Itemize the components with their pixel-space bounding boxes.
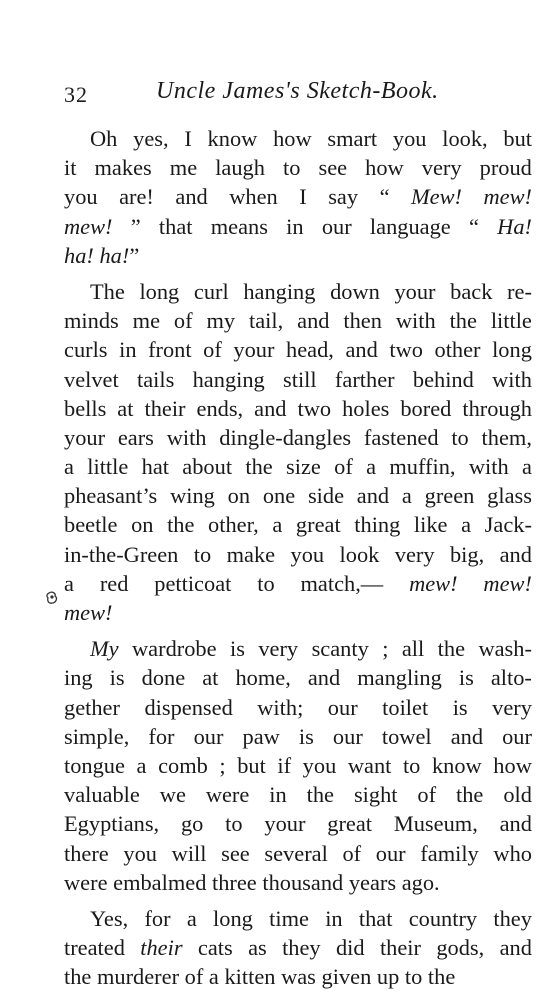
italic-word: mew! <box>483 570 532 596</box>
word: behind <box>412 366 474 392</box>
paragraph <box>64 904 532 992</box>
word: of <box>173 308 193 334</box>
word: wing <box>170 483 215 509</box>
word: their <box>144 395 186 421</box>
text-line <box>64 663 532 692</box>
text-line <box>64 933 532 962</box>
word: and <box>499 935 532 961</box>
word: treated <box>64 935 125 961</box>
word: other <box>434 337 481 363</box>
text-line <box>64 634 532 663</box>
word: I <box>184 126 192 151</box>
word: dispensed <box>144 694 233 720</box>
word: are! <box>119 184 154 210</box>
word: alto- <box>490 665 532 691</box>
word: as <box>248 935 267 961</box>
word: see <box>318 155 348 181</box>
text-line <box>64 124 532 153</box>
word: a <box>136 752 147 778</box>
word: we <box>159 782 186 808</box>
word: language <box>369 213 451 239</box>
word: smart <box>327 126 378 151</box>
word: the <box>427 964 456 990</box>
word: big, <box>449 541 485 567</box>
word: were <box>64 869 108 895</box>
word: ends, <box>196 395 244 421</box>
word: is <box>452 694 468 720</box>
word: tail, <box>249 308 284 334</box>
word: laugh <box>215 155 265 181</box>
word: bells <box>64 395 107 421</box>
running-head: Uncle James's Sketch-Book. <box>156 78 439 104</box>
word: comb <box>158 752 208 778</box>
italic-word: ha! <box>99 242 130 268</box>
word: old <box>503 782 532 808</box>
word: a <box>64 570 74 596</box>
word: gether <box>64 694 120 720</box>
italic-word: mew! <box>409 570 458 596</box>
text-line <box>64 722 532 751</box>
word: is <box>298 723 314 749</box>
word: hanging <box>243 278 316 304</box>
word: and <box>175 184 208 210</box>
word: our <box>193 723 224 749</box>
word: done <box>141 665 186 691</box>
page-header <box>64 76 444 116</box>
word: red <box>99 570 129 596</box>
word: back <box>450 278 493 304</box>
word: bored <box>400 395 452 421</box>
word: our <box>321 213 352 239</box>
word: embalmed <box>113 869 207 895</box>
word: make <box>226 541 276 567</box>
text-line <box>64 598 532 627</box>
word: how <box>493 752 532 778</box>
word: ” <box>129 242 140 268</box>
word: ” <box>130 213 141 239</box>
word: all <box>401 636 425 662</box>
word: makes <box>94 155 152 181</box>
word: to <box>404 964 423 990</box>
text-line <box>64 693 532 722</box>
word: very <box>492 694 532 720</box>
word: if <box>277 752 292 778</box>
word: to <box>402 752 421 778</box>
paragraph <box>64 634 532 897</box>
word: me <box>132 308 161 334</box>
word: given <box>321 964 372 990</box>
word: of <box>184 964 204 990</box>
word: it <box>64 155 77 181</box>
body-text <box>64 124 532 991</box>
paragraph-gap <box>64 270 532 277</box>
word: little <box>490 308 532 334</box>
word: pheasant’s <box>64 483 158 509</box>
word: look, <box>442 126 488 151</box>
text-line <box>64 780 532 809</box>
word: how <box>273 126 312 151</box>
word: ing <box>64 665 93 691</box>
word: a <box>401 483 412 509</box>
word: the <box>306 782 334 808</box>
word: long <box>213 905 253 931</box>
word: paw <box>242 723 280 749</box>
text-line <box>64 182 532 211</box>
word: and <box>345 337 378 363</box>
text-line <box>64 452 532 481</box>
text-line <box>64 394 532 423</box>
word: of <box>334 454 353 480</box>
text-line <box>64 510 532 539</box>
word: velvet <box>64 366 119 392</box>
word: in <box>119 337 137 363</box>
word: a <box>521 454 532 480</box>
word: that <box>158 213 193 239</box>
italic-word: mew! <box>64 600 113 625</box>
word: know <box>207 126 258 151</box>
word: with <box>395 308 436 334</box>
word: to <box>257 570 275 596</box>
word: tails <box>137 366 175 392</box>
word: you <box>302 752 337 778</box>
word: in <box>286 213 304 239</box>
word: family <box>420 840 479 866</box>
word: still <box>283 366 317 392</box>
text-line <box>64 809 532 838</box>
word: was <box>281 964 316 990</box>
word: beetle <box>64 512 118 538</box>
word: when <box>229 184 278 210</box>
word: then <box>343 308 382 334</box>
word: front <box>148 337 192 363</box>
word: is <box>229 636 245 662</box>
word: you <box>123 840 157 866</box>
word: and <box>254 395 287 421</box>
word: minds <box>64 308 119 334</box>
word: yes, <box>133 126 169 151</box>
word: curl <box>193 278 229 304</box>
word: to <box>225 811 243 837</box>
word: see <box>221 840 250 866</box>
word: mangling <box>357 665 442 691</box>
text-line <box>64 365 532 394</box>
word: for <box>144 905 171 931</box>
word: the <box>245 454 273 480</box>
word: your <box>64 424 106 450</box>
word: kitten <box>224 964 276 990</box>
italic-word: ha! <box>64 242 94 268</box>
word: in <box>325 905 343 931</box>
word: that <box>358 905 393 931</box>
paragraph-gap <box>64 897 532 904</box>
word: my <box>206 308 236 334</box>
word: Jack- <box>484 512 532 538</box>
text-line <box>64 423 532 452</box>
word: simple, <box>64 723 130 749</box>
word: Egyptians, <box>64 811 160 837</box>
word: size <box>286 454 321 480</box>
text-line <box>64 569 532 598</box>
word: ; <box>382 636 389 662</box>
paragraph <box>64 124 532 270</box>
word: side <box>307 483 345 509</box>
text-line <box>64 335 532 364</box>
word: for <box>148 723 175 749</box>
word: holes <box>342 395 390 421</box>
word: you <box>290 541 325 567</box>
word: ears <box>117 424 154 450</box>
word: cats <box>197 935 233 961</box>
word: wardrobe <box>132 636 217 662</box>
word: other, <box>208 512 259 538</box>
word: towel <box>381 723 432 749</box>
word: fastened <box>363 424 439 450</box>
word: of <box>342 840 362 866</box>
italic-word: Ha! <box>497 213 532 239</box>
word: scanty <box>311 636 369 662</box>
word: to <box>451 424 469 450</box>
word: your <box>394 278 436 304</box>
word: head, <box>286 337 334 363</box>
word: a <box>366 454 377 480</box>
word: up <box>376 964 400 990</box>
text-line <box>64 904 532 933</box>
word: is <box>109 665 125 691</box>
word: our <box>332 723 363 749</box>
word: on <box>227 483 251 509</box>
word: I <box>299 184 307 210</box>
word: very <box>421 155 462 181</box>
text-line <box>64 839 532 868</box>
word: want <box>347 752 392 778</box>
word: muffin, <box>389 454 456 480</box>
italic-word: Mew! <box>411 184 462 210</box>
word: three <box>212 869 257 895</box>
word: means <box>210 213 268 239</box>
word: through <box>462 395 532 421</box>
word: match,— <box>300 570 384 596</box>
word: proud <box>479 155 532 181</box>
word: our <box>375 840 406 866</box>
word: very <box>258 636 299 662</box>
word: re- <box>507 278 532 304</box>
word: a <box>64 454 74 480</box>
word: two <box>297 395 332 421</box>
word: petticoat <box>154 570 232 596</box>
word: is <box>458 665 474 691</box>
word: but <box>503 126 532 151</box>
word: and <box>450 723 484 749</box>
word: sight <box>353 782 398 808</box>
word: gods, <box>436 935 485 961</box>
word: with; <box>257 694 304 720</box>
word: two <box>389 337 423 363</box>
word: the <box>449 308 477 334</box>
word: they <box>282 935 321 961</box>
word: hanging <box>192 366 265 392</box>
text-line <box>64 212 532 241</box>
word: time <box>269 905 309 931</box>
word: who <box>493 840 532 866</box>
word: the <box>64 964 92 990</box>
text-line <box>64 241 532 270</box>
word: at <box>117 395 134 421</box>
word: years <box>348 869 397 895</box>
word: with <box>492 366 532 392</box>
word: thousand <box>262 869 344 895</box>
word: on <box>131 512 154 538</box>
word: your <box>233 337 275 363</box>
text-line <box>64 306 532 335</box>
word: how <box>365 155 404 181</box>
paragraph <box>64 277 532 627</box>
word: at <box>202 665 219 691</box>
word: go <box>180 811 204 837</box>
word: “ <box>379 184 390 210</box>
word: look <box>339 541 380 567</box>
word: them, <box>481 424 532 450</box>
text-line <box>64 751 532 780</box>
word: in-the-Green <box>64 541 179 567</box>
text-line <box>64 153 532 182</box>
word: about <box>182 454 233 480</box>
word: your <box>264 811 306 837</box>
word: ; <box>219 752 226 778</box>
word: glass <box>487 483 532 509</box>
text-line <box>64 481 532 510</box>
ink-blot-icon <box>46 591 58 605</box>
word: but <box>237 752 266 778</box>
word: thing <box>354 512 401 538</box>
word: and <box>356 483 390 509</box>
word: home, <box>235 665 291 691</box>
word: farther <box>334 366 395 392</box>
word: of <box>203 337 222 363</box>
word: you <box>64 184 98 210</box>
word: me <box>169 155 198 181</box>
word: you <box>392 126 427 151</box>
word: their <box>379 935 421 961</box>
word: very <box>394 541 435 567</box>
word: know <box>431 752 482 778</box>
word: a <box>186 905 197 931</box>
word: tongue <box>64 752 125 778</box>
word: ago. <box>401 869 440 895</box>
word: there <box>64 840 109 866</box>
word: the <box>437 636 466 662</box>
text-line <box>64 540 532 569</box>
italic-word: mew! <box>64 213 113 239</box>
word: Yes, <box>90 905 129 931</box>
word: and <box>297 308 330 334</box>
word: say <box>328 184 359 210</box>
text-line <box>64 962 532 991</box>
word: and <box>499 811 532 837</box>
word: murderer <box>96 964 180 990</box>
word: the <box>456 782 484 808</box>
word: wash- <box>478 636 532 662</box>
word: to <box>193 541 212 567</box>
word: down <box>330 278 380 304</box>
word: The <box>90 278 125 304</box>
word: long <box>492 337 532 363</box>
word: with <box>166 424 207 450</box>
word: our <box>502 723 532 749</box>
word: a <box>272 512 283 538</box>
word: a <box>461 512 472 538</box>
word: little <box>87 454 129 480</box>
word: with <box>468 454 509 480</box>
word: a <box>208 964 219 990</box>
word: were <box>205 782 250 808</box>
word: several <box>264 840 328 866</box>
word: did <box>335 935 365 961</box>
italic-word: mew! <box>483 184 532 210</box>
italic-word: My <box>90 636 119 662</box>
text-line <box>64 277 532 306</box>
word: to <box>283 155 301 181</box>
text-line <box>64 868 532 897</box>
word: dingle-dangles <box>219 424 352 450</box>
word: Museum, <box>393 811 478 837</box>
word: toilet <box>382 694 429 720</box>
word: Oh <box>90 126 118 151</box>
word: will <box>171 840 207 866</box>
word: great <box>327 811 373 837</box>
word: like <box>413 512 448 538</box>
word: valuable <box>64 782 140 808</box>
word: our <box>327 694 358 720</box>
word: the <box>167 512 195 538</box>
word: one <box>262 483 296 509</box>
page-number: 32 <box>64 82 88 107</box>
word: great <box>295 512 341 538</box>
word: hat <box>141 454 169 480</box>
paragraph-gap <box>64 627 532 634</box>
word: in <box>269 782 287 808</box>
word: long <box>139 278 180 304</box>
word: they <box>493 905 532 931</box>
word: curls <box>64 337 108 363</box>
word: of <box>417 782 437 808</box>
word: green <box>424 483 475 509</box>
word: and <box>499 541 532 567</box>
word: “ <box>468 213 479 239</box>
word: country <box>408 905 478 931</box>
italic-word: their <box>140 935 183 961</box>
word: and <box>307 665 341 691</box>
